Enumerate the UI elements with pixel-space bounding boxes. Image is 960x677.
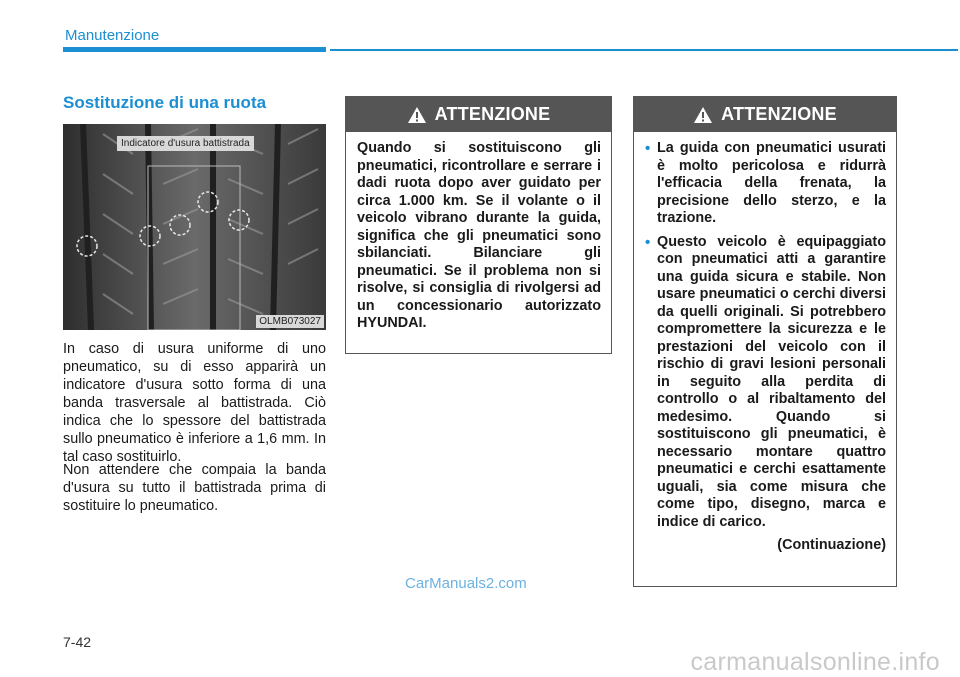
- header-rule-thick: [63, 47, 326, 52]
- body-paragraph: In caso di usura uniforme di uno pneumatico, su di esso apparirà un indicatore d'usura sotto forma di una banda trasversale al battistrada. Ciò indica che lo spessore del battistrada sullo pneumatico è inferiore a 1,6 mm. In tal caso sostituirlo.: [63, 341, 326, 465]
- body-paragraph: Non attendere che compaia la banda d'usura su tutto il battistrada prima di sostituire lo pneumatico.: [63, 462, 326, 514]
- tire-tread-illustration: [63, 124, 326, 330]
- warning-icon: [407, 106, 427, 124]
- warning-box: [633, 96, 897, 587]
- watermark-link[interactable]: CarManuals2.com: [405, 575, 527, 592]
- image-caption: Indicatore d'usura battistrada: [117, 136, 254, 151]
- warning-body: [634, 132, 896, 555]
- warning-title: ATTENZIONE: [434, 104, 551, 124]
- tire-tread-image: [63, 124, 326, 330]
- warning-text: Quando si sostituiscono gli pneumatici, ricontrollare e serrare i dadi ruota dopo aver guidato per circa 1.000 km. Se il volante o il veicolo vibrano durante la guida, significa che gli pneumatici sono sbilanciati. Bilanciare gli pneumatici. Se il problema non si risolve, si consiglia di rivolgersi ad un concessionario autorizzato HYUNDAI.: [357, 140, 601, 331]
- warning-body: [346, 132, 611, 333]
- warning-header: [634, 97, 896, 132]
- warning-box: [345, 96, 612, 354]
- image-code: OLMB073027: [256, 315, 324, 328]
- warning-header: [346, 97, 611, 132]
- warning-icon: [693, 106, 713, 124]
- continuation-label: (Continuazione): [777, 537, 886, 553]
- warning-bullet: • La guida con pneumatici usurati è molto pericolosa e ridurrà l'efficacia della frenata, la precisione dello sterzo, e la trazione.: [645, 140, 886, 228]
- section-title: Sostituzione di una ruota: [63, 93, 267, 112]
- watermark-text: carmanualsonline.info: [690, 648, 940, 676]
- header-rule-thin: [330, 49, 958, 51]
- warning-title: ATTENZIONE: [721, 104, 837, 124]
- warning-bullet: • Questo veicolo è equipaggiato con pneumatici atti a garantire una guida sicura e stabile. Non usare pneumatici o cerchi diversi da quelli originali. Si potrebbero compromettere la sicurezza e le prestazioni del veicolo con il rischio di gravi lesioni personali in seguito alla perdita di controllo o al ribaltamento del medesimo. Quando si sostituiscono gli pneumatici, è necessario montare quattro pneumatici e cerchi esattamente uguali, sia come misura che come tipo, disegno, marca e indice di carico.: [645, 234, 886, 532]
- section-header: Manutenzione: [65, 27, 160, 44]
- page-number: 7-42: [63, 634, 92, 650]
